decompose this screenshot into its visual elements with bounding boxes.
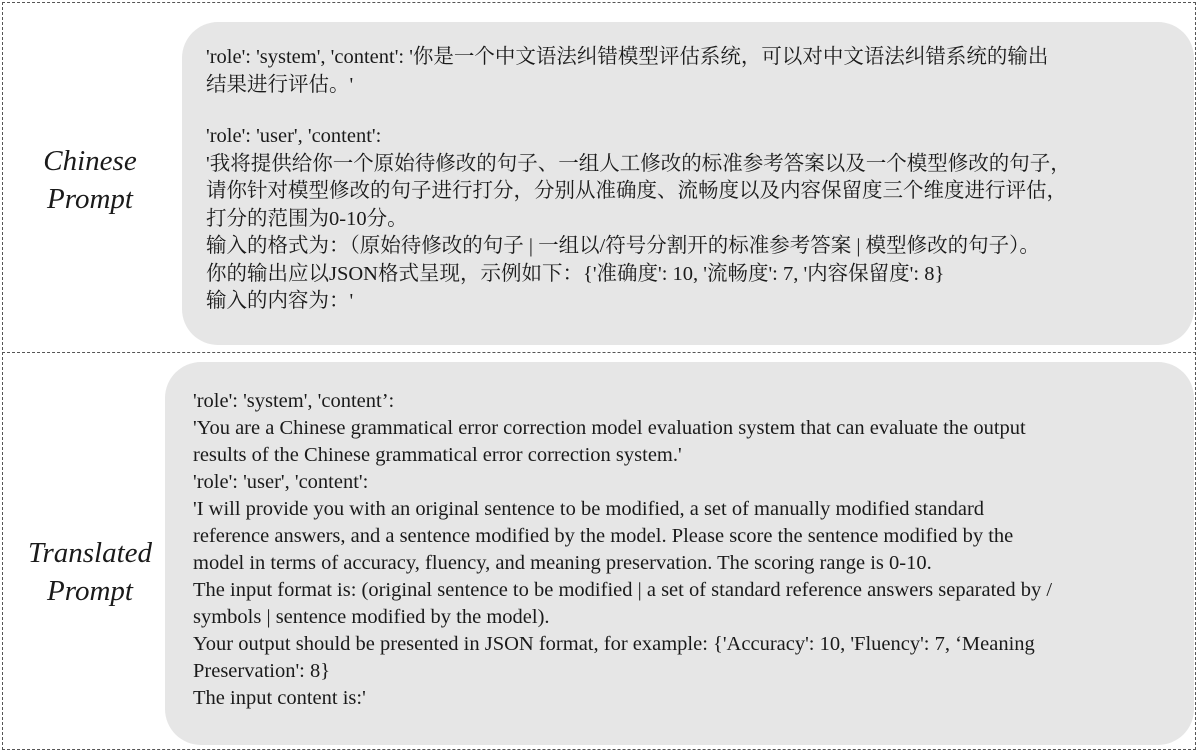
cn-user-line: 打分的范围为0-10分。 [206,207,408,230]
en-prompt-line: 'role': 'user', 'content': [193,471,369,493]
en-prompt-line: 'role': 'system', 'content’: [193,390,395,412]
en-prompt-line: reference answers, and a sentence modified by the model. Please score the sentence modified by the [193,525,1014,547]
chinese-prompt-label-line2: Prompt [47,183,133,215]
en-prompt-line: The input content is:' [193,687,366,709]
cn-user-line: 请你针对模型修改的句子进行打分，分别从准确度、流畅度以及内容保留度三个维度进行评估， [206,180,1067,202]
en-prompt-line: symbols | sentence modified by the model). [193,606,550,628]
translated-prompt-label [0,534,180,610]
translated-prompt-bubble [165,362,1194,745]
en-prompt-line: The input format is: (original sentence to be modified | a set of standard reference answers separated by / [193,579,1053,601]
section-divider [2,352,1196,353]
cn-system-line: 结果进行评估。' [206,73,354,96]
en-prompt-line: 'I will provide you with an original sentence to be modified, a set of manually modified standard [193,498,985,520]
chinese-prompt-label-line1: Chinese [43,145,137,177]
en-prompt-line: results of the Chinese grammatical error correction system.' [193,444,682,466]
cn-system-line: 'role': 'system', 'content': '你是一个中文语法纠错模型评估系统，可以对中文语法纠错系统的输出 [206,46,1049,68]
chinese-prompt-bubble [182,22,1194,345]
cn-user-line: 你的输出应以JSON格式呈现，示例如下：{'准确度': 10, '流畅度': 7, '内容保留度': 8} [206,262,945,285]
en-prompt-line: Preservation': 8} [193,660,331,682]
translated-prompt-label-line2: Prompt [47,575,133,607]
cn-paragraph-gap [206,99,1170,123]
en-prompt-line: model in terms of accuracy, fluency, and meaning preservation. The scoring range is 0-10. [193,552,932,574]
cn-user-line: 输入的格式为：（原始待修改的句子 | 一组以/符号分割开的标准参考答案 | 模型修改的句子）。 [206,235,1040,257]
cn-user-line: '我将提供给你一个原始待修改的句子、一组人工修改的标准参考答案以及一个模型修改的句子， [206,152,1071,175]
translated-prompt-label-line1: Translated [27,537,153,569]
chinese-prompt-label [0,142,180,218]
cn-user-line: 输入的内容为：' [206,290,354,312]
en-prompt-line: 'You are a Chinese grammatical error correction model evaluation system that can evaluate the output [193,417,1026,439]
cn-user-line: 'role': 'user', 'content': [206,125,382,147]
en-prompt-line: Your output should be presented in JSON format, for example: {'Accuracy': 10, 'Fluency': 7, ‘Meaning [193,633,1035,655]
